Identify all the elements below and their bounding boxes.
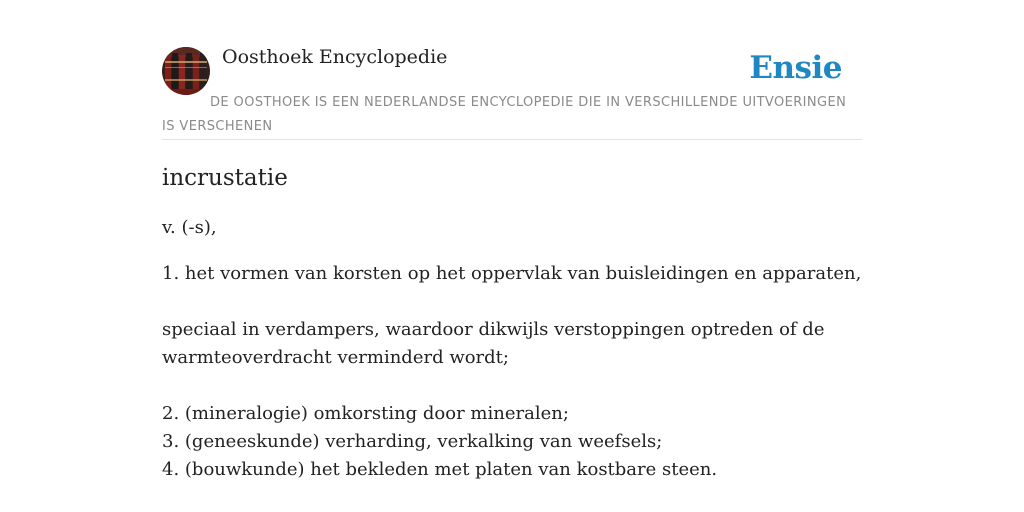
definition — [162, 260, 862, 484]
definition-line: 2. (mineralogie) omkorsting door mineralen; — [162, 403, 569, 424]
ensie-logo[interactable]: Ensie — [749, 50, 842, 86]
source-description: DE OOSTHOEK IS EEN NEDERLANDSE ENCYCLOPEDIE DIE IN VERSCHILLENDE UITVOERINGEN IS VERSCHENEN — [162, 95, 847, 134]
definition-line: 3. (geneeskunde) verharding, verkalking van weefsels; — [162, 431, 663, 452]
source-title[interactable]: Oosthoek Encyclopedie — [222, 46, 448, 68]
definition-line: warmteoverdracht verminderd wordt; — [162, 347, 509, 368]
definition-line: 4. (bouwkunde) het bekleden met platen van kostbare steen. — [162, 459, 718, 480]
paragraph-gap — [162, 372, 862, 400]
grammar-info: v. (-s), — [162, 217, 217, 238]
encyclopedia-books-icon[interactable] — [162, 47, 210, 95]
definition-line: 1. het vormen van korsten op het oppervlak van buisleidingen en apparaten, — [162, 263, 862, 284]
source-header — [162, 44, 862, 140]
paragraph-gap — [162, 288, 862, 316]
headword: incrustatie — [162, 165, 288, 191]
article — [162, 158, 862, 484]
definition-line: speciaal in verdampers, waardoor dikwijls verstoppingen optreden of de — [162, 319, 825, 340]
header-divider — [162, 139, 862, 140]
